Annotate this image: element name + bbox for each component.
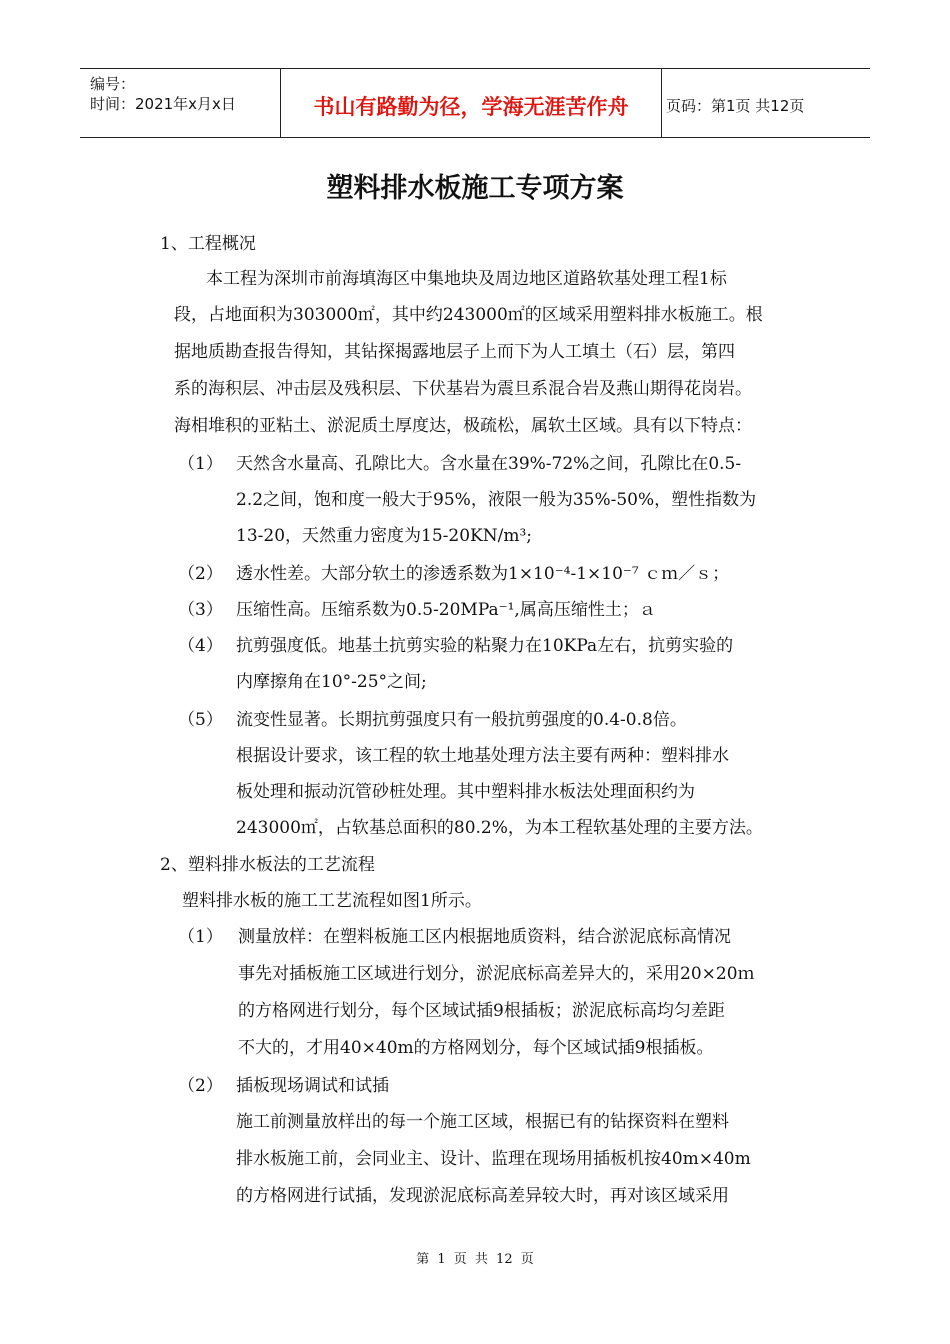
item-line: 插板现场调试和试插 bbox=[236, 1076, 389, 1096]
item-line: 流变性显著。长期抗剪强度只有一般抗剪强度的0.4-0.8倍。 bbox=[236, 710, 687, 730]
header-meta bbox=[80, 69, 280, 137]
header-motto-cell bbox=[280, 69, 662, 137]
item-line: 天然含水量高、孔隙比大。含水量在39%-72%之间，孔隙比在0.5- bbox=[236, 454, 742, 474]
number-label: 编号： bbox=[90, 75, 136, 93]
item-line: 施工前测量放样出的每一个施工区域，根据已有的钻探资料在塑料 bbox=[236, 1112, 729, 1132]
item-line: 内摩擦角在10°-25°之间; bbox=[236, 672, 427, 692]
paragraph-line: 段，占地面积为303000㎡，其中约243000㎡的区域采用塑料排水板施工。根 bbox=[174, 305, 763, 325]
item-number: （1） bbox=[178, 454, 223, 474]
item-line: 2.2之间，饱和度一般大于95%，液限一般为35%-50%，塑性指数为 bbox=[236, 490, 757, 510]
page-info: 页码：第1页 共12页 bbox=[666, 97, 805, 115]
item-line: 抗剪强度低。地基土抗剪实验的粘聚力在10KPa左右，抗剪实验的 bbox=[236, 636, 734, 656]
paragraph-line: 根据设计要求，该工程的软土地基处理方法主要有两种：塑料排水 bbox=[236, 746, 729, 766]
document-title: 塑料排水板施工专项方案 bbox=[326, 173, 624, 204]
header-page-cell bbox=[662, 69, 870, 137]
item-number: （3） bbox=[178, 600, 223, 620]
page-header bbox=[80, 68, 870, 138]
paragraph-line: 海相堆积的亚粘土、淤泥质土厚度达，极疏松，属软土区域。具有以下特点： bbox=[174, 416, 752, 436]
item-number: （1） bbox=[178, 927, 223, 947]
paragraph-line: 243000㎡，占软基总面积的80.2%，为本工程软基处理的主要方法。 bbox=[236, 818, 763, 838]
section2-heading: 2、塑料排水板法的工艺流程 bbox=[160, 855, 375, 875]
paragraph-line: 据地质勘查报告得知，其钻探揭露地层子上而下为人工填土（石）层，第四 bbox=[174, 342, 735, 362]
paragraph-line: 系的海积层、冲击层及残积层、下伏基岩为震旦系混合岩及燕山期得花岗岩。 bbox=[174, 379, 752, 399]
item-line: 排水板施工前，会同业主、设计、监理在现场用插板机按40m×40m bbox=[236, 1149, 751, 1169]
item-line: 透水性差。大部分软土的渗透系数为1×10⁻⁴-1×10⁻⁷ ｃｍ／ｓ； bbox=[236, 564, 730, 584]
date-label: 时间：2021年x月x日 bbox=[90, 95, 236, 113]
page-footer: 第 1 页 共 12 页 bbox=[416, 1252, 534, 1267]
item-line: 压缩性高。压缩系数为0.5-20MPa⁻¹,属高压缩性土；ａ bbox=[236, 600, 656, 620]
item-line: 13-20，天然重力密度为15-20KN/m³; bbox=[236, 526, 532, 546]
paragraph-line: 本工程为深圳市前海填海区中集地块及周边地区道路软基处理工程1标 bbox=[206, 269, 727, 289]
item-line: 事先对插板施工区域进行划分，淤泥底标高差异大的，采用20×20ｍ bbox=[238, 964, 755, 984]
item-line: 的方格网进行划分，每个区域试插9根插板；淤泥底标高均匀差距 bbox=[238, 1001, 725, 1021]
paragraph-line: 板处理和振动沉管砂桩处理。其中塑料排水板法处理面积约为 bbox=[236, 782, 695, 802]
section1-heading: 1、工程概况 bbox=[160, 234, 256, 254]
item-number: （2） bbox=[178, 1076, 223, 1096]
item-number: （4） bbox=[178, 636, 223, 656]
item-number: （5） bbox=[178, 710, 223, 730]
paragraph-line: 塑料排水板的施工工艺流程如图1所示。 bbox=[182, 891, 482, 911]
item-number: （2） bbox=[178, 564, 223, 584]
item-line: 测量放样：在塑料板施工区内根据地质资料，结合淤泥底标高情况 bbox=[238, 927, 731, 947]
item-line: 的方格网进行试插，发现淤泥底标高差异较大时，再对该区域采用 bbox=[236, 1186, 729, 1206]
motto-text: 书山有路勤为径，学海无涯苦作舟 bbox=[313, 95, 629, 119]
item-line: 不大的，才用40×40m的方格网划分，每个区域试插9根插板。 bbox=[238, 1038, 714, 1058]
